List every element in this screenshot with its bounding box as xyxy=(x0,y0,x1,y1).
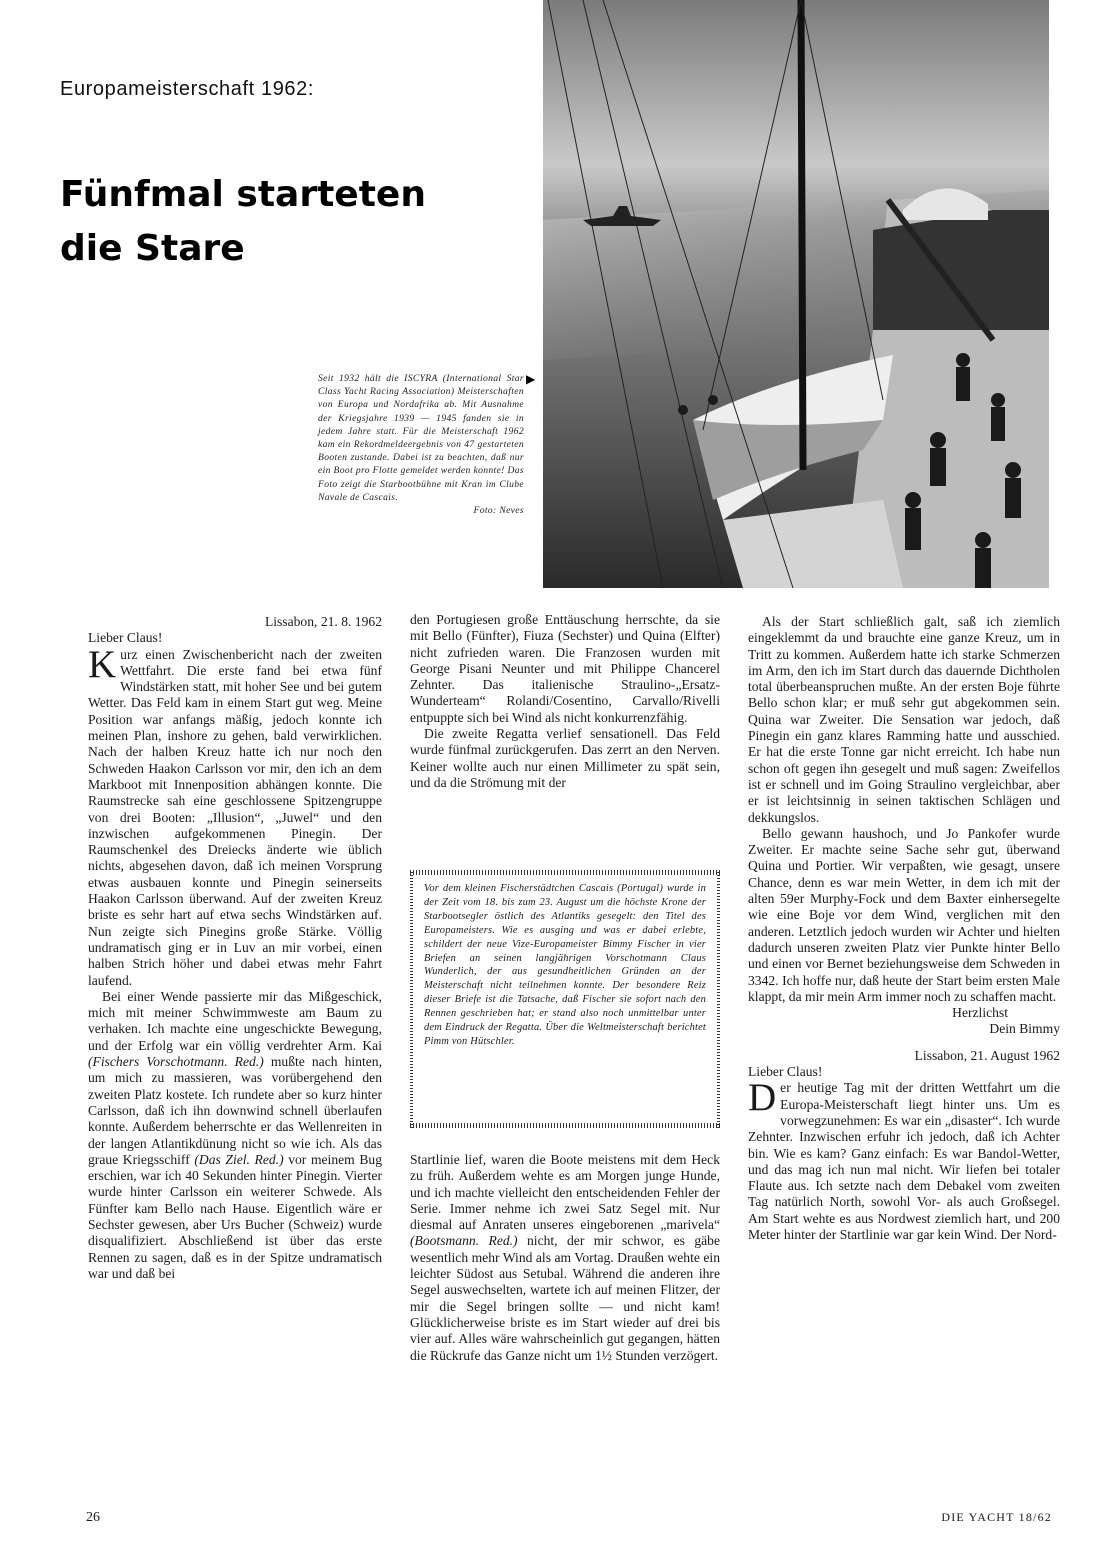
letter-2-dateline: Lissabon, 21. August 1962 xyxy=(914,1047,1060,1063)
intro-sidebar xyxy=(410,870,720,1128)
letter-1-paragraph-4: Die zweite Regatta verlief sensationell. Das Feld wurde fünfmal zurückgerufen. Das zerrt an den Nerven. Keiner wollte auch nur einen Millimeter zu spät sein, und da die Strömung mit der xyxy=(410,726,720,790)
page-number: 26 xyxy=(86,1510,100,1525)
magazine-issue: DIE YACHT 18/62 xyxy=(941,1510,1052,1524)
letter-2-paragraph-1-text: er heutige Tag mit der dritten Wettfahrt um die Europa-Meisterschaft liegt hinter uns. Um es vorwegzunehmen: Es war ein „disaster“. Ich wurde Zehnter. Inzwischen erfuhr ich jedoch, daß ich Achter bin. Wie es kam? Ganz einfach: Es war Bandol-Wetter, und das mag ich nun mal nicht. Wir liefen bei totaler Flaute aus. Ich setzte nach dem Debakel vom zweiten Tag natürlich North, sowohl Vor- als auch Großsegel. Am Start wehte es aus Nordwest ziemlich hart, und 200 Meter hinter der Startlinie war gar kein Wind. Der Nord- xyxy=(748,1080,1060,1242)
editor-note: (Fischers Vorschotmann. Red.) xyxy=(88,1054,264,1070)
letter-1-dateline: Lissabon, 21. 8. 1962 xyxy=(264,614,382,629)
letter-1-signature: Dein Bimmy xyxy=(989,1021,1060,1037)
letter-1-paragraph-1-text: urz einen Zwischenbericht nach der zweiten Wettfahrt. Die erste fand bei etwa fünf Windstärken statt, mit hoher See und bei gutem Wetter. Das Feld kam in einem Start gut weg. Meine Position war anfangs mäßig, jedoch konnte ich meinen Plan, inshore zu gehen, bald verwirklichen. Nach der halben Kreuz hatte ich nur noch den Schweden Haakon Carlsson vor mir, den ich an dem Markboot mit Innenposition abhängen konnte. Die Raumstrecke sah eine geschlossene Spitzengruppe von drei Booten: „Illusion“, „Juwel“ und den inzwischen aufgekommenen Pinegin. Der Raumschenkel des Dreiecks änderte wie üblich nichts, abgesehen davon, daß ich meinen Vorsprung etwas ausbauen konnte und Pinegin seinerseits Haakon Carlsson überwand. Auf der zweiten Kreuz briste es sehr hart auf etwa sechs Windstärken auf. Nun zeigte sich Pinegins große Stärke. Völlig undramatisch ging er in Luv an mir vorbei, einen halben Strich höher und dabei etwas mehr Fahrt laufend. xyxy=(88,646,382,988)
headline-line-2: die Stare xyxy=(60,228,245,269)
letter-2-paragraph-1 xyxy=(748,1076,1060,1243)
editor-note: (Das Ziel. Red.) xyxy=(194,1151,284,1167)
letter-2-salutation: Lieber Claus! xyxy=(748,1064,823,1080)
column-1 xyxy=(88,614,382,1282)
photo-credit: Foto: Neves xyxy=(473,505,524,517)
letter-1-paragraph-1 xyxy=(88,642,382,989)
letter-1-paragraph-6: Als der Start schließlich galt, saß ich ziemlich eingeklemmt da und brauchte eine ganze Kreuz, um in Tritt zu kommen. Außerdem hatte ich starke Schmerzen im Arm, den ich im Start durch das dauernde Dichtholen total überbeanspruchen mußte. An der ersten Boje führte Bello schon klar; er muß sehr gut abgekommen sein. Quina war Zweiter. Die Sensation war jedoch, daß Pinegin ein ganz klares Ramming hatte und ausschied. Er hat die erste Tonne gar nicht erreicht. Ich habe nun schon oft gegen ihn gesegelt und muß sagen: Zweifellos ist er schnell und im Going Straulino vergleichbar, aber er ist leichtsinnig in seinen taktischen Schlägen und dekkungslos. xyxy=(748,614,1060,825)
letter-1-salutation: Lieber Claus! xyxy=(88,630,163,646)
letter-2-dropcap: D xyxy=(748,1076,777,1120)
caption-text: Seit 1932 hält die ISCYRA (International Star Class Yacht Racing Association) Meisterschaften von Europa und Nordafrika ab. Mit Ausnahme der Kriegsjahre 1939 — 1945 fanden sie in jedem Jahre statt. Für die Meisterschaft 1962 kam ein Rekordmeldeergebnis von 47 gestarteten Booten zustande. Dabei ist zu beachten, daß nur ein Boot pro Flotte gemeldet werden konnte! Das Foto zeigt die Starbootbühne mit Kran im Clube Navale de Cascais. xyxy=(318,373,524,503)
paragraph-5-part-b: nicht, der mir schwor, es gäbe wesentlich mehr Wind als am Vortag. Draußen wehte ein leichter Südost aus Setubal. Während die anderen ihre Segel auswechselten, wartete ich auf meinen Flitzer, der mir die Segel bringen sollte — und nicht kam! Glücklicherweise briste es im Start wieder auf drei bis vier auf. Alles wäre wahrscheinlich gut gegangen, hätten die Rückrufe das Ganze nicht um 1½ Stunden verzögert. xyxy=(410,1233,720,1363)
letter-1-paragraph-3: den Portugiesen große Enttäuschung herrschte, da sie mit Bello (Fünfter), Fiuza (Sechster) und Quina (Elfter) nicht zufrieden waren. Die Franzosen wurden mit George Pisani Neunter und mit Philippe Chancerel Zehnter. Das italienische Straulino-„Ersatz-Wunderteam“ Rolandi/Cosentino, Carvallo/Rivelli entpuppte sich bei Wind als nicht konkurrenzfähig. xyxy=(410,612,720,725)
kicker: Europameisterschaft 1962: xyxy=(60,78,315,100)
paragraph-2-part-b: mußte nach hinten, um mich zu massieren, was vorübergehend den zweiten Platz kostete. Ich rundete aber so kurz hinter Carlsson, daß ich ihn downwind schnell überlaufen konnte. Außerdem beherrschte er das Wellenreiten in der langen Atlantikdünung nicht so wie ich. Als das graue Kriegsschiff xyxy=(88,1054,382,1167)
photo-caption xyxy=(318,372,524,517)
letter-1-paragraph-5 xyxy=(410,1152,720,1364)
column-2-continued xyxy=(410,1152,720,1364)
paragraph-5-part-a: Startlinie lief, waren die Boote meistens mit dem Heck zu früh. Außerdem wehte es am Morgen junge Hunde, und ich machte vielleicht den entscheidenden Fehler der Serie. Immer nehme ich zwei Satz Segel mit. Nur diesmal auf Anraten unseres eingeborenen „marivela“ xyxy=(410,1152,720,1233)
harbor-photo-drawing xyxy=(543,0,1049,588)
harbor-photo xyxy=(543,0,1049,588)
letter-1-dropcap: K xyxy=(88,642,117,686)
caption-arrow-icon: ▶ xyxy=(526,372,536,386)
column-3 xyxy=(748,614,1060,1243)
paragraph-2-part-a: Bei einer Wende passierte mir das Mißgeschick, mich mit meiner Schwimmweste am Baum zu verhaken. Ich machte eine ungeschickte Bewegung, und der Erfolg war ein völlig verdrehter Arm. Kai xyxy=(88,988,382,1053)
editor-note: (Bootsmann. Red.) xyxy=(410,1233,518,1249)
headline xyxy=(60,168,520,276)
paragraph-2-part-c: vor meinem Bug erschien, war ich 40 Sekunden hinter Pinegin. Vierter wurde hinter Carlsson ein weiterer Schwede. Als Fünfter kam Bello nach Hause. Eigentlich wäre er Sechster gewesen, aber Urs Bucher (Schweiz) wurde disqualifiziert. Abschließend ist über das erste Rennen zu sagen, daß es in der Spitze undramatisch war und daß bei xyxy=(88,1151,382,1281)
intro-sidebar-text: Vor dem kleinen Fischerstädtchen Cascais (Portugal) wurde in der Zeit vom 18. bis zum 23. August um die höchste Krone der Starbootsegler östlich des Atlantiks gesegelt: den Titel des Europameisters. Wie es ausging und was er dabei erlebte, schildert der neue Vize-Europameister Bimmy Fischer in vier Briefen an seinen langjährigen Vorschotmann Claus Wunderlich, der aus gesundheitlichen Gründen an der Meisterschaft nicht teilnehmen konnte. Der besondere Reiz dieser Briefe ist die Tatsache, daß Fischer sie sofort nach den Rennen geschrieben hat; er stand also noch unmittelbar unter dem Eindruck der Regatta. Über die Weltmeisterschaft berichtet Pimm von Hütschler. xyxy=(424,883,706,1047)
headline-line-1: Fünfmal starteten xyxy=(60,174,426,215)
letter-1-paragraph-7: Bello gewann haushoch, und Jo Pankofer wurde Zweiter. Er machte seine Sache sehr gut, überwand Quina und Portier. Wir verpaßten, wie gesagt, unsere Chance, denn es war mein Wetter, in dem ich mit der alten 59er Murphy-Fock und dem Baxter einhersegelte wie eine Boje vor dem Wind, verglichen mit den anderen. Letztlich jedoch wurden wir Achter und hielten dadurch unseren zweiten Platz vier Punkte hinter Bello und einen vor Bernet beziehungsweise dem Schweden in 3342. Ich hoffe nur, daß heute der Start beim ersten Male klappt, da mir mein Arm immer noch zu schaffen macht. xyxy=(748,825,1060,1004)
column-2 xyxy=(410,612,720,791)
letter-1-closing: Herzlichst xyxy=(952,1005,1008,1021)
letter-1-paragraph-2 xyxy=(88,989,382,1282)
